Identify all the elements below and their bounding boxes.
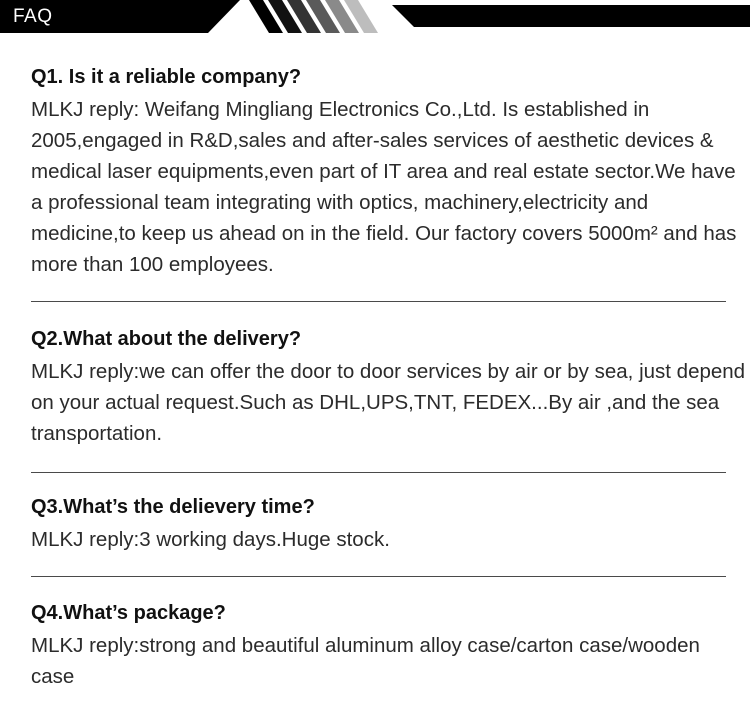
faq-answer: MLKJ reply:strong and beautiful aluminum alloy case/carton case/wooden case — [31, 634, 700, 688]
faq-list — [31, 63, 747, 692]
faq-answer: MLKJ reply: Weifang Mingliang Electronics Co.,Ltd. Is established in 2005,engaged in R&D,sales and after-sales services of aesthetic devices & medical laser equipments,even part of IT area and real estate sector.We have a professional team integrating with optics, machinery,electricity and medicine,to keep us ahead on in the field. Our factory covers 5000m² and has more than 100 employees. — [31, 98, 737, 276]
faq-item — [31, 63, 747, 302]
faq-divider — [31, 576, 726, 577]
faq-question: Q1. Is it a reliable company? — [31, 66, 302, 88]
faq-question: Q2.What about the delivery? — [31, 328, 302, 350]
faq-answer: MLKJ reply:we can offer the door to door services by air or by sea, just depend on your actual request.Such as DHL,UPS,TNT, FEDEX...By air ,and the sea transportation. — [31, 360, 746, 445]
header-right-bar — [392, 5, 750, 27]
header-decoration — [0, 0, 750, 40]
faq-question: Q3.What’s the delievery time? — [31, 496, 315, 518]
faq-divider — [31, 301, 726, 302]
faq-answer: MLKJ reply:3 working days.Huge stock. — [31, 528, 390, 551]
faq-divider — [31, 472, 726, 473]
faq-item — [31, 493, 747, 577]
faq-header-banner — [0, 0, 750, 40]
faq-item — [31, 325, 747, 473]
faq-item — [31, 599, 747, 692]
faq-title: FAQ — [13, 6, 53, 27]
faq-question: Q4.What’s package? — [31, 602, 226, 624]
